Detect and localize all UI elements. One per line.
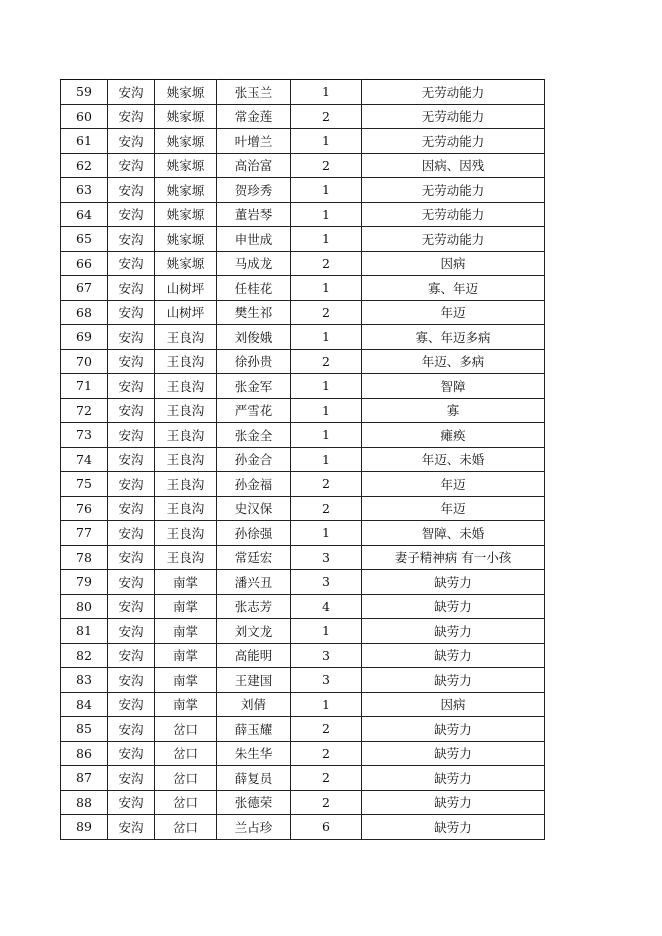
- table-row: [61, 202, 545, 227]
- row-number-cell: 79: [61, 570, 108, 595]
- name-cell: 薛玉耀: [217, 717, 291, 742]
- name-cell: 史汉保: [217, 496, 291, 521]
- village-cell: 王良沟: [155, 496, 217, 521]
- table-row: [61, 815, 545, 840]
- table-row: [61, 104, 545, 129]
- table-row: [61, 619, 545, 644]
- town-cell: 安沟: [108, 815, 155, 840]
- town-cell: 安沟: [108, 472, 155, 497]
- household-count-cell: 2: [291, 153, 362, 178]
- name-cell: 张志芳: [217, 594, 291, 619]
- row-number-cell: 65: [61, 227, 108, 252]
- table-row: [61, 129, 545, 154]
- household-count-cell: 1: [291, 178, 362, 203]
- town-cell: 安沟: [108, 447, 155, 472]
- table-row: [61, 423, 545, 448]
- row-number-cell: 77: [61, 521, 108, 546]
- town-cell: 安沟: [108, 741, 155, 766]
- name-cell: 张金军: [217, 374, 291, 399]
- household-count-cell: 1: [291, 619, 362, 644]
- name-cell: 高治富: [217, 153, 291, 178]
- table-row: [61, 300, 545, 325]
- household-count-cell: 2: [291, 496, 362, 521]
- row-number-cell: 67: [61, 276, 108, 301]
- town-cell: 安沟: [108, 300, 155, 325]
- household-count-cell: 1: [291, 129, 362, 154]
- table-row: [61, 472, 545, 497]
- name-cell: 张金全: [217, 423, 291, 448]
- reason-cell: 无劳动能力: [362, 80, 545, 105]
- household-count-cell: 1: [291, 202, 362, 227]
- row-number-cell: 69: [61, 325, 108, 350]
- household-count-cell: 2: [291, 104, 362, 129]
- name-cell: 常廷宏: [217, 545, 291, 570]
- name-cell: 申世成: [217, 227, 291, 252]
- household-count-cell: 2: [291, 251, 362, 276]
- household-count-cell: 1: [291, 447, 362, 472]
- data-table: [60, 79, 545, 840]
- reason-cell: 缺劳力: [362, 766, 545, 791]
- household-count-cell: 2: [291, 717, 362, 742]
- table-row: [61, 545, 545, 570]
- village-cell: 姚家塬: [155, 104, 217, 129]
- table-row: [61, 643, 545, 668]
- town-cell: 安沟: [108, 594, 155, 619]
- row-number-cell: 87: [61, 766, 108, 791]
- reason-cell: 无劳动能力: [362, 227, 545, 252]
- name-cell: 孙徐强: [217, 521, 291, 546]
- name-cell: 刘倩: [217, 692, 291, 717]
- name-cell: 贺珍秀: [217, 178, 291, 203]
- village-cell: 王良沟: [155, 349, 217, 374]
- town-cell: 安沟: [108, 423, 155, 448]
- household-count-cell: 3: [291, 643, 362, 668]
- name-cell: 张德荣: [217, 790, 291, 815]
- village-cell: 姚家塬: [155, 227, 217, 252]
- row-number-cell: 86: [61, 741, 108, 766]
- name-cell: 孙金福: [217, 472, 291, 497]
- row-number-cell: 80: [61, 594, 108, 619]
- name-cell: 樊生祁: [217, 300, 291, 325]
- name-cell: 刘文龙: [217, 619, 291, 644]
- town-cell: 安沟: [108, 178, 155, 203]
- village-cell: 姚家塬: [155, 251, 217, 276]
- table-row: [61, 398, 545, 423]
- reason-cell: 因病: [362, 692, 545, 717]
- table-row: [61, 374, 545, 399]
- village-cell: 岔口: [155, 741, 217, 766]
- village-cell: 岔口: [155, 815, 217, 840]
- reason-cell: 寡、年迈: [362, 276, 545, 301]
- table-row: [61, 668, 545, 693]
- row-number-cell: 72: [61, 398, 108, 423]
- household-count-cell: 4: [291, 594, 362, 619]
- reason-cell: 年迈: [362, 300, 545, 325]
- row-number-cell: 82: [61, 643, 108, 668]
- household-count-cell: 2: [291, 349, 362, 374]
- village-cell: 南掌: [155, 619, 217, 644]
- town-cell: 安沟: [108, 276, 155, 301]
- village-cell: 王良沟: [155, 545, 217, 570]
- town-cell: 安沟: [108, 398, 155, 423]
- row-number-cell: 63: [61, 178, 108, 203]
- reason-cell: 年迈、多病: [362, 349, 545, 374]
- name-cell: 张玉兰: [217, 80, 291, 105]
- name-cell: 潘兴丑: [217, 570, 291, 595]
- reason-cell: 寡、年迈多病: [362, 325, 545, 350]
- reason-cell: 缺劳力: [362, 594, 545, 619]
- town-cell: 安沟: [108, 521, 155, 546]
- town-cell: 安沟: [108, 496, 155, 521]
- name-cell: 高能明: [217, 643, 291, 668]
- table-row: [61, 521, 545, 546]
- household-count-cell: 3: [291, 668, 362, 693]
- town-cell: 安沟: [108, 692, 155, 717]
- name-cell: 王建国: [217, 668, 291, 693]
- town-cell: 安沟: [108, 80, 155, 105]
- row-number-cell: 70: [61, 349, 108, 374]
- table-row: [61, 766, 545, 791]
- name-cell: 常金莲: [217, 104, 291, 129]
- table-row: [61, 790, 545, 815]
- village-cell: 南掌: [155, 570, 217, 595]
- town-cell: 安沟: [108, 643, 155, 668]
- table-row: [61, 741, 545, 766]
- reason-cell: 缺劳力: [362, 643, 545, 668]
- reason-cell: 智障、未婚: [362, 521, 545, 546]
- name-cell: 任桂花: [217, 276, 291, 301]
- household-count-cell: 1: [291, 325, 362, 350]
- table-row: [61, 496, 545, 521]
- name-cell: 刘俊娥: [217, 325, 291, 350]
- household-count-cell: 1: [291, 276, 362, 301]
- reason-cell: 缺劳力: [362, 619, 545, 644]
- table-row: [61, 594, 545, 619]
- name-cell: 徐孙贵: [217, 349, 291, 374]
- reason-cell: 年迈: [362, 472, 545, 497]
- village-cell: 王良沟: [155, 374, 217, 399]
- table-row: [61, 692, 545, 717]
- village-cell: 王良沟: [155, 398, 217, 423]
- town-cell: 安沟: [108, 668, 155, 693]
- row-number-cell: 84: [61, 692, 108, 717]
- reason-cell: 年迈: [362, 496, 545, 521]
- name-cell: 严雪花: [217, 398, 291, 423]
- row-number-cell: 78: [61, 545, 108, 570]
- reason-cell: 无劳动能力: [362, 202, 545, 227]
- village-cell: 山树坪: [155, 300, 217, 325]
- town-cell: 安沟: [108, 790, 155, 815]
- household-count-cell: 1: [291, 374, 362, 399]
- village-cell: 山树坪: [155, 276, 217, 301]
- row-number-cell: 62: [61, 153, 108, 178]
- reason-cell: 缺劳力: [362, 815, 545, 840]
- town-cell: 安沟: [108, 153, 155, 178]
- town-cell: 安沟: [108, 766, 155, 791]
- household-count-cell: 1: [291, 227, 362, 252]
- village-cell: 南掌: [155, 643, 217, 668]
- village-cell: 南掌: [155, 594, 217, 619]
- household-count-cell: 3: [291, 545, 362, 570]
- household-count-cell: 2: [291, 741, 362, 766]
- village-cell: 王良沟: [155, 472, 217, 497]
- town-cell: 安沟: [108, 202, 155, 227]
- household-count-cell: 2: [291, 300, 362, 325]
- table-row: [61, 325, 545, 350]
- name-cell: 朱生华: [217, 741, 291, 766]
- village-cell: 姚家塬: [155, 80, 217, 105]
- village-cell: 岔口: [155, 717, 217, 742]
- village-cell: 岔口: [155, 766, 217, 791]
- village-cell: 姚家塬: [155, 202, 217, 227]
- household-count-cell: 2: [291, 790, 362, 815]
- table-body: [61, 80, 545, 840]
- town-cell: 安沟: [108, 227, 155, 252]
- reason-cell: 瘫痪: [362, 423, 545, 448]
- name-cell: 叶增兰: [217, 129, 291, 154]
- village-cell: 姚家塬: [155, 153, 217, 178]
- village-cell: 王良沟: [155, 325, 217, 350]
- row-number-cell: 73: [61, 423, 108, 448]
- reason-cell: 妻子精神病 有一小孩: [362, 545, 545, 570]
- village-cell: 南掌: [155, 668, 217, 693]
- reason-cell: 因病、因残: [362, 153, 545, 178]
- row-number-cell: 85: [61, 717, 108, 742]
- town-cell: 安沟: [108, 104, 155, 129]
- name-cell: 兰占珍: [217, 815, 291, 840]
- name-cell: 董岩琴: [217, 202, 291, 227]
- town-cell: 安沟: [108, 129, 155, 154]
- row-number-cell: 71: [61, 374, 108, 399]
- town-cell: 安沟: [108, 619, 155, 644]
- household-count-cell: 2: [291, 472, 362, 497]
- town-cell: 安沟: [108, 325, 155, 350]
- reason-cell: 缺劳力: [362, 570, 545, 595]
- reason-cell: 年迈、未婚: [362, 447, 545, 472]
- row-number-cell: 74: [61, 447, 108, 472]
- town-cell: 安沟: [108, 349, 155, 374]
- town-cell: 安沟: [108, 570, 155, 595]
- row-number-cell: 60: [61, 104, 108, 129]
- table-row: [61, 178, 545, 203]
- town-cell: 安沟: [108, 545, 155, 570]
- row-number-cell: 89: [61, 815, 108, 840]
- reason-cell: 缺劳力: [362, 741, 545, 766]
- row-number-cell: 81: [61, 619, 108, 644]
- town-cell: 安沟: [108, 251, 155, 276]
- table-row: [61, 153, 545, 178]
- reason-cell: 无劳动能力: [362, 129, 545, 154]
- table-row: [61, 276, 545, 301]
- household-count-cell: 1: [291, 80, 362, 105]
- reason-cell: 因病: [362, 251, 545, 276]
- household-count-cell: 2: [291, 766, 362, 791]
- table-row: [61, 227, 545, 252]
- table-row: [61, 717, 545, 742]
- row-number-cell: 64: [61, 202, 108, 227]
- town-cell: 安沟: [108, 717, 155, 742]
- reason-cell: 无劳动能力: [362, 178, 545, 203]
- table-row: [61, 570, 545, 595]
- name-cell: 薛复员: [217, 766, 291, 791]
- table-row: [61, 251, 545, 276]
- name-cell: 孙金合: [217, 447, 291, 472]
- household-count-cell: 1: [291, 423, 362, 448]
- table-row: [61, 349, 545, 374]
- household-count-cell: 1: [291, 692, 362, 717]
- village-cell: 王良沟: [155, 447, 217, 472]
- reason-cell: 缺劳力: [362, 717, 545, 742]
- table-row: [61, 80, 545, 105]
- row-number-cell: 68: [61, 300, 108, 325]
- row-number-cell: 88: [61, 790, 108, 815]
- reason-cell: 无劳动能力: [362, 104, 545, 129]
- village-cell: 岔口: [155, 790, 217, 815]
- village-cell: 王良沟: [155, 423, 217, 448]
- reason-cell: 缺劳力: [362, 790, 545, 815]
- household-count-cell: 1: [291, 398, 362, 423]
- town-cell: 安沟: [108, 374, 155, 399]
- village-cell: 王良沟: [155, 521, 217, 546]
- household-count-cell: 1: [291, 521, 362, 546]
- village-cell: 南掌: [155, 692, 217, 717]
- row-number-cell: 59: [61, 80, 108, 105]
- row-number-cell: 83: [61, 668, 108, 693]
- reason-cell: 寡: [362, 398, 545, 423]
- household-count-cell: 3: [291, 570, 362, 595]
- table-row: [61, 447, 545, 472]
- row-number-cell: 61: [61, 129, 108, 154]
- row-number-cell: 66: [61, 251, 108, 276]
- name-cell: 马成龙: [217, 251, 291, 276]
- row-number-cell: 76: [61, 496, 108, 521]
- row-number-cell: 75: [61, 472, 108, 497]
- reason-cell: 智障: [362, 374, 545, 399]
- reason-cell: 缺劳力: [362, 668, 545, 693]
- village-cell: 姚家塬: [155, 178, 217, 203]
- household-count-cell: 6: [291, 815, 362, 840]
- village-cell: 姚家塬: [155, 129, 217, 154]
